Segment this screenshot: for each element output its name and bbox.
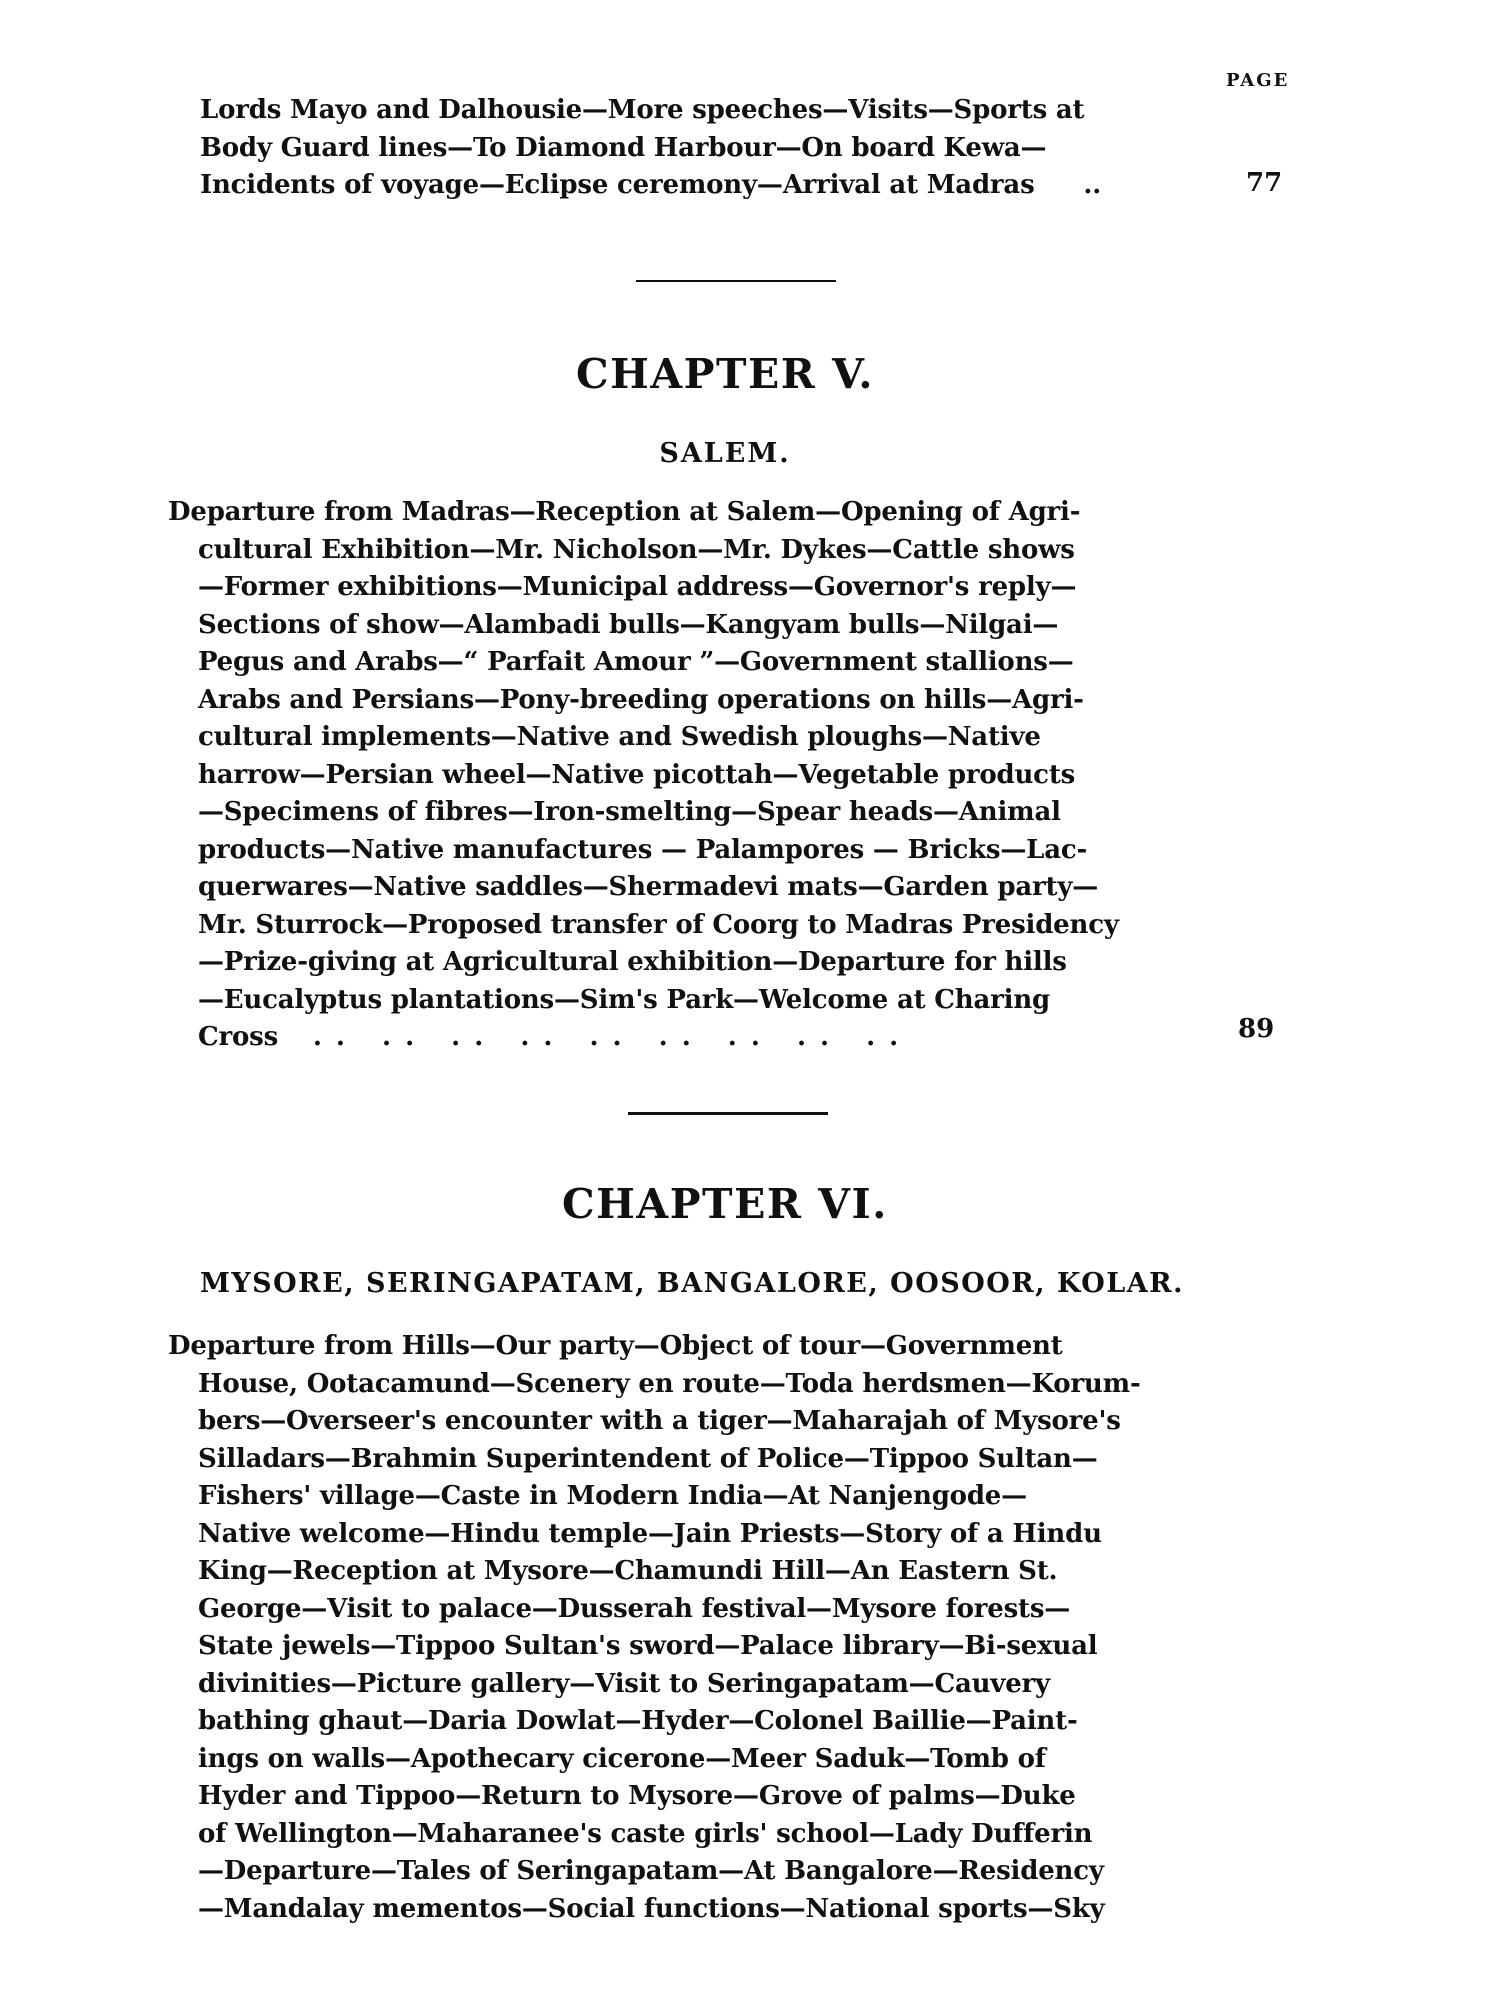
entry-line (168, 1019, 1168, 1057)
entry-line: ings on walls—Apothecary cicerone—Meer Saduk—Tomb of (198, 1743, 1046, 1774)
section-divider (636, 280, 836, 282)
entry-line: George—Visit to palace—Dusserah festival—Mysore forests— (198, 1593, 1071, 1624)
entry-line (200, 167, 1200, 205)
dot-leader: .. .. .. .. .. .. .. .. .. (312, 1022, 913, 1052)
entry-line: —Former exhibitions—Municipal address—Governor's reply— (198, 572, 1077, 602)
entry-line: —Prize-giving at Agricultural exhibition—Departure for hills (198, 947, 1067, 977)
entry-line: Sections of show—Alambadi bulls—Kangyam bulls—Nilgai— (198, 609, 1059, 640)
entry-line: bers—Overseer's encounter with a tiger—Maharajah of Mysore's (198, 1406, 1121, 1436)
entry-line: cultural Exhibition—Mr. Nicholson—Mr. Dykes—Cattle shows (198, 534, 1075, 565)
chapter-v-title: CHAPTER V. (575, 350, 875, 398)
entry-line: cultural implements—Native and Swedish ploughs—Native (198, 722, 1041, 752)
entry-line-text: Incidents of voyage—Eclipse ceremony—Arrival at Madras (200, 170, 1035, 200)
entry-line: Lords Mayo and Dalhousie—More speeches—Visits—Sports at (200, 95, 1085, 125)
page-number: 77 (1246, 168, 1283, 198)
entry-line: Body Guard lines—To Diamond Harbour—On board Kewa— (200, 132, 1047, 163)
entry-line: querwares—Native saddles—Shermadevi mats—Garden party— (198, 872, 1099, 902)
entry-line: Mr. Sturrock—Proposed transfer of Coorg to Madras Presidency (198, 909, 1119, 940)
entry-line: harrow—Persian wheel—Native picottah—Vegetable products (198, 759, 1076, 790)
entry-line: —Mandalay mementos—Social functions—National sports—Sky (198, 1893, 1105, 1924)
entry-line: Pegus and Arabs—“ Parfait Amour ”—Government stallions— (198, 647, 1074, 677)
entry-line: divinities—Picture gallery—Visit to Seringapatam—Cauvery (198, 1668, 1050, 1699)
entry-line: Native welcome—Hindu temple—Jain Priests—Story of a Hindu (198, 1518, 1102, 1549)
chapter-v-entry (168, 494, 1168, 1057)
entry-line: Hyder and Tippoo—Return to Mysore—Grove of palms—Duke (198, 1781, 1076, 1811)
chapter-iv-entry (200, 92, 1200, 205)
entry-line: Fishers' village—Caste in Modern India—At Nanjengode— (198, 1481, 1027, 1511)
page-column-label: PAGE (1226, 70, 1290, 91)
page-number: 89 (1238, 1014, 1275, 1044)
entry-line: —Eucalyptus plantations—Sim's Park—Welcome at Charing (198, 984, 1051, 1015)
entry-line: State jewels—Tippoo Sultan's sword—Palace library—Bi-sexual (198, 1631, 1098, 1661)
section-divider (628, 1112, 828, 1115)
dot-leader: .. (1083, 170, 1102, 200)
entry-line: Departure from Madras—Reception at Salem—Opening of Agri- (168, 497, 1081, 527)
entry-line: King—Reception at Mysore—Chamundi Hill—An Eastern St. (198, 1556, 1058, 1586)
chapter-vi-title: CHAPTER VI. (562, 1180, 888, 1228)
entry-line-text: Cross (198, 1022, 279, 1052)
chapter-v-subtitle: SALEM. (659, 438, 791, 469)
chapter-vi-subtitle: MYSORE, SERINGAPATAM, BANGALORE, OOSOOR, KOLAR. (200, 1268, 1185, 1299)
entry-line: House, Ootacamund—Scenery en route—Toda herdsmen—Korum- (198, 1368, 1141, 1399)
entry-line: —Specimens of fibres—Iron-smelting—Spear heads—Animal (198, 797, 1061, 827)
entry-line: bathing ghaut—Daria Dowlat—Hyder—Colonel Baillie—Paint- (198, 1706, 1078, 1736)
entry-line: Departure from Hills—Our party—Object of tour—Government (168, 1331, 1063, 1361)
entry-line: products—Native manufactures — Palampores — Bricks—Lac- (198, 834, 1088, 865)
entry-line: Silladars—Brahmin Superintendent of Police—Tippoo Sultan— (198, 1443, 1098, 1474)
chapter-vi-entry (168, 1328, 1168, 1928)
entry-line: of Wellington—Maharanee's caste girls' school—Lady Dufferin (198, 1818, 1093, 1849)
entry-line: Arabs and Persians—Pony-breeding operations on hills—Agri- (198, 684, 1084, 715)
entry-line: —Departure—Tales of Seringapatam—At Bangalore—Residency (198, 1856, 1104, 1886)
